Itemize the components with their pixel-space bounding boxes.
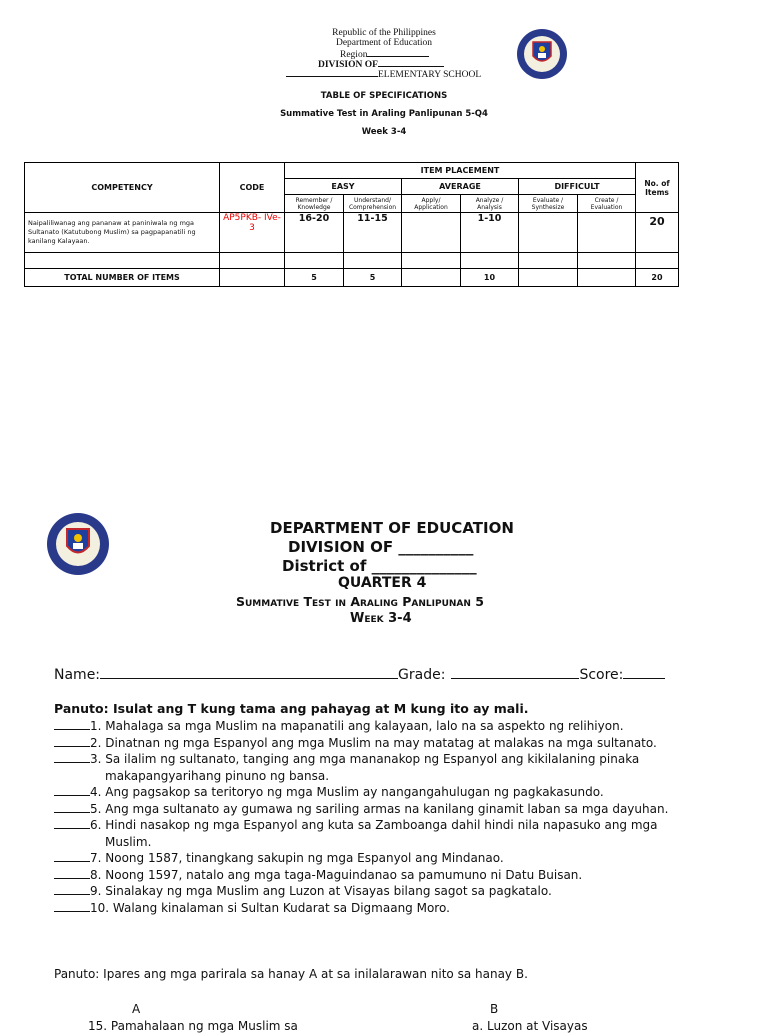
sub-analyze: Analyze / Analysis [461, 195, 519, 213]
score-label: Score: [579, 667, 624, 683]
list-item: 4. Ang pagsakop sa teritoryo ng mga Muslim ay nangangahulugan ng pagkakasundo. [54, 784, 668, 801]
code-header: CODE [220, 163, 285, 213]
list-item-continuation: Muslim. [105, 834, 152, 849]
sub-understand: Understand/ Comprehension [344, 195, 402, 213]
answer-blank[interactable] [54, 817, 90, 829]
empty-cell [25, 253, 220, 269]
sub-create: Create / Evaluation [578, 195, 636, 213]
list-item-continuation: makapangyarihang pinuno ng bansa. [105, 768, 330, 783]
empty-cell [519, 253, 578, 269]
tos-week: Week 3-4 [361, 127, 407, 137]
no-items-header: No. of Items [636, 163, 679, 213]
list-item: 1. Mahalaga sa mga Muslim na mapanatili ang kalayaan, lalo na sa aspekto ng relihiyon. [54, 718, 668, 735]
column-b-header: B [490, 1002, 499, 1016]
department-line: Department of Education [335, 38, 433, 48]
empty-cell [402, 269, 461, 287]
grade-label: Grade: [398, 667, 446, 683]
tos-title: TABLE OF SPECIFICATIONS [320, 91, 448, 101]
sub-remember: Remember / Knowledge [285, 195, 344, 213]
score-field[interactable] [623, 666, 665, 679]
republic-line: Republic of the Philippines [332, 28, 436, 38]
item-placement-header: ITEM PLACEMENT [285, 163, 636, 179]
total-analyze: 10 [461, 269, 519, 287]
sub-evaluate: Evaluate / Synthesize [519, 195, 578, 213]
test-title: Summative Test in Araling Panlipunan 5 [236, 594, 484, 609]
school-line: ELEMENTARY SCHOOL [286, 68, 481, 80]
empty-cell [285, 253, 344, 269]
empty-cell [519, 269, 578, 287]
list-item: 8. Noong 1597, natalo ang mga taga-Maguindanao sa pamumuno ni Datu Buisan. [54, 867, 668, 884]
apply-cell [402, 213, 461, 253]
empty-cell [578, 269, 636, 287]
answer-blank[interactable] [54, 867, 90, 879]
grade-field[interactable] [451, 666, 579, 679]
answer-blank[interactable] [54, 784, 90, 796]
list-item: 6. Hindi nasakop ng mga Espanyol ang kuta sa Zamboanga dahil hindi nila napasuko ang mga [54, 817, 668, 834]
empty-cell [220, 269, 285, 287]
cut-line-right: a. Luzon at Visayas [472, 1019, 588, 1033]
empty-cell [636, 253, 679, 269]
cut-line-left: 15. Pamahalaan ng mga Muslim sa [88, 1019, 298, 1033]
empty-cell [578, 253, 636, 269]
panuto-2: Panuto: Ipares ang mga parirala sa hanay A at sa inilalarawan nito sa hanay B. [54, 967, 528, 981]
panuto-1: Panuto: Isulat ang T kung tama ang pahayag at M kung ito ay mali. [54, 701, 529, 716]
tos-table [24, 162, 679, 287]
answer-blank[interactable] [54, 735, 90, 747]
grand-total: 20 [636, 269, 679, 287]
quiz-list [54, 718, 668, 916]
list-item: 3. Sa ilalim ng sultanato, tanging ang mga mananakop ng Espanyol ang kikilalaning pinaka [54, 751, 668, 768]
row-total-cell: 20 [636, 213, 679, 253]
list-item: 5. Ang mga sultanato ay gumawa ng sariling armas na kanilang ginamit laban sa mga dayuhan. [54, 801, 668, 818]
evaluate-cell [519, 213, 578, 253]
list-item: 2. Dinatnan ng mga Espanyol ang mga Muslim na may matatag at malakas na mga sultanato. [54, 735, 668, 752]
empty-cell [461, 253, 519, 269]
code-cell: AP5PKB- IVe-3 [220, 213, 285, 253]
answer-blank[interactable] [54, 900, 90, 912]
list-item: 10. Walang kinalaman si Sultan Kudarat sa Digmaang Moro. [54, 900, 668, 917]
empty-cell [220, 253, 285, 269]
division-title: DIVISION OF __________ [288, 538, 474, 556]
total-remember: 5 [285, 269, 344, 287]
district-title: District of ______________ [282, 557, 477, 575]
difficult-header: DIFFICULT [519, 179, 636, 195]
student-info-line [54, 666, 665, 683]
deped-seal-icon [516, 28, 568, 80]
name-field[interactable] [100, 666, 398, 679]
total-label: TOTAL NUMBER OF ITEMS [25, 269, 220, 287]
answer-blank[interactable] [54, 850, 90, 862]
sub-apply: Apply/ Application [402, 195, 461, 213]
answer-blank[interactable] [54, 801, 90, 813]
competency-cell: Naipaliliwanag ang pananaw at paniniwala ng mga Sultanato (Katutubong Muslim) sa pagpapanatili ng kanilang Kalayaan. [25, 213, 220, 253]
average-header: AVERAGE [402, 179, 519, 195]
list-item: 9. Sinalakay ng mga Muslim ang Luzon at Visayas bilang sagot sa pagkatalo. [54, 883, 668, 900]
list-item: 7. Noong 1587, tinangkang sakupin ng mga Espanyol ang Mindanao. [54, 850, 668, 867]
dept-title: DEPARTMENT OF EDUCATION [270, 519, 514, 537]
analyze-cell: 1-10 [461, 213, 519, 253]
create-cell [578, 213, 636, 253]
week-title: Week 3-4 [350, 611, 412, 626]
answer-blank[interactable] [54, 883, 90, 895]
name-label: Name: [54, 667, 101, 683]
answer-blank[interactable] [54, 751, 90, 763]
empty-cell [344, 253, 402, 269]
easy-header: EASY [285, 179, 402, 195]
answer-blank[interactable] [54, 718, 90, 730]
division-line: DIVISION OF [318, 58, 444, 70]
empty-cell [402, 253, 461, 269]
remember-cell: 16-20 [285, 213, 344, 253]
deped-seal-icon [46, 512, 110, 576]
understand-cell: 11-15 [344, 213, 402, 253]
column-a-header: A [132, 1002, 141, 1016]
region-line: Region [340, 48, 429, 60]
quarter-title: QUARTER 4 [338, 575, 427, 591]
total-understand: 5 [344, 269, 402, 287]
competency-header: COMPETENCY [25, 163, 220, 213]
tos-subtitle: Summative Test in Araling Panlipunan 5-Q4 [280, 109, 488, 119]
